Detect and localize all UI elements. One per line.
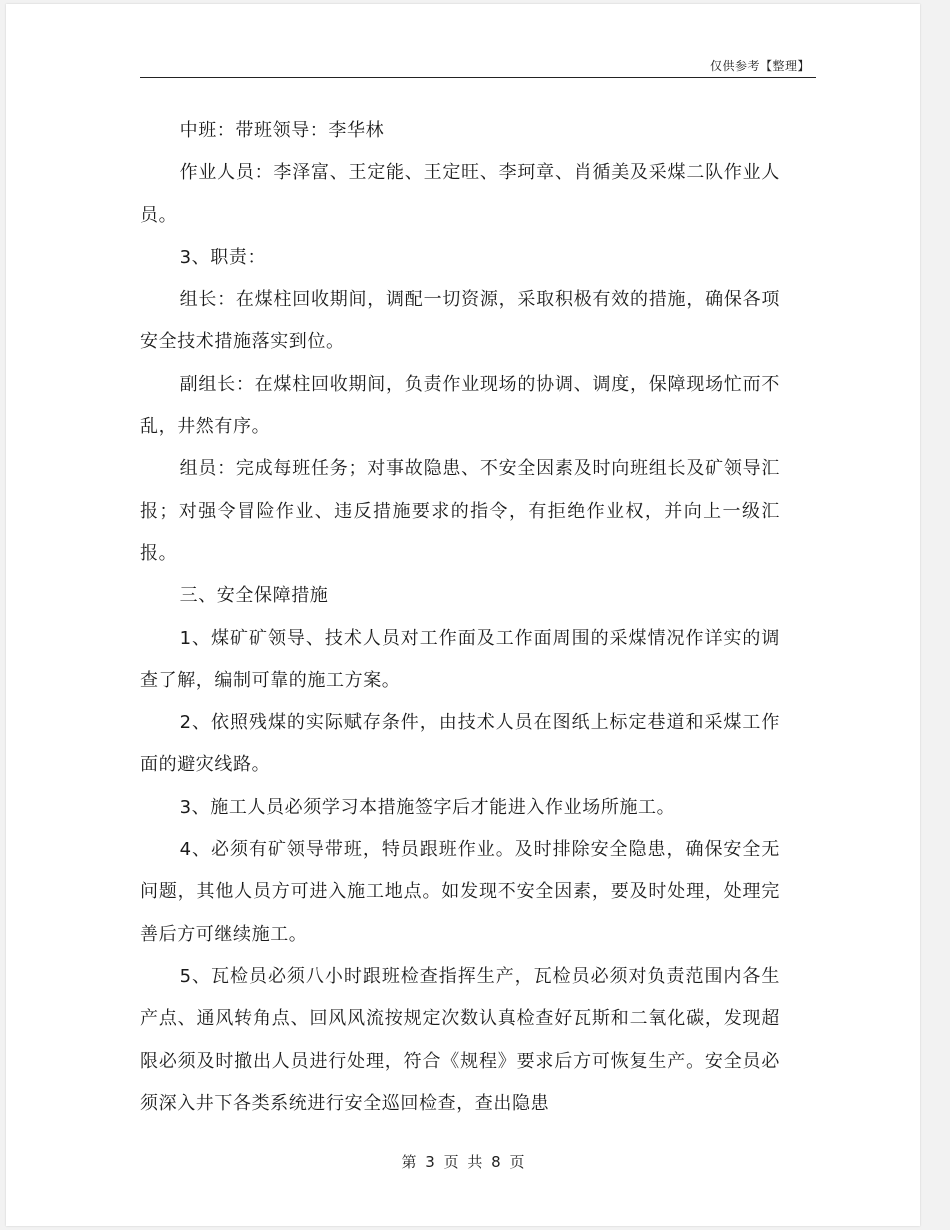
paragraph-measure-5: 5、瓦检员必须八小时跟班检查指挥生产，瓦检员必须对负责范围内各生产点、通风转角点、回风风流按规定次数认真检查好瓦斯和二氧化碳，发现超限必须及时撤出人员进行处理，符合《规程》要求后方可恢复生产。安全员必须深入井下各类系统进行安全巡回检查，查出隐患 <box>140 965 780 1114</box>
paragraph-measure-3: 3、施工人员必须学习本措施签字后才能进入作业场所施工。 <box>179 796 676 818</box>
paragraph-shift-leader: 中班：带班领导：李华林 <box>179 120 385 141</box>
paragraph-members: 组员：完成每班任务；对事故隐患、不安全因素及时向班组长及矿领导汇报；对强令冒险作业、违反措施要求的指令，有拒绝作业权，并向上一级汇报。 <box>140 458 780 564</box>
paragraph-measure-4: 4、必须有矿领导带班，特员跟班作业。及时排除安全隐患，确保安全无问题，其他人员方可进入施工地点。如发现不安全因素，要及时处理，处理完善后方可继续施工。 <box>140 839 780 945</box>
paragraph-workers: 作业人员：李泽富、王定能、王定旺、李珂章、肖循美及采煤二队作业人员。 <box>140 162 780 226</box>
document-page <box>6 4 920 1226</box>
page-number-footer: 第 3 页 共 8 页 <box>401 1153 525 1171</box>
paragraph-deputy-leader: 副组长：在煤柱回收期间，负责作业现场的协调、调度，保障现场忙而不乱，井然有序。 <box>140 373 780 438</box>
document-body <box>140 110 780 1125</box>
header-rule <box>140 77 816 78</box>
paragraph-duties-heading: 3、职责： <box>179 246 267 268</box>
section-heading-safety: 三、安全保障措施 <box>179 585 329 607</box>
header-note: 仅供参考【整理】 <box>709 59 810 73</box>
paragraph-team-leader: 组长：在煤柱回收期间，调配一切资源，采取积极有效的措施，确保各项安全技术措施落实到位。 <box>140 289 780 353</box>
paragraph-measure-1: 1、煤矿矿领导、技术人员对工作面及工作面周围的采煤情况作详实的调查了解，编制可靠的施工方案。 <box>140 627 780 691</box>
paragraph-measure-2: 2、依照残煤的实际赋存条件，由技术人员在图纸上标定巷道和采煤工作面的避灾线路。 <box>140 712 780 776</box>
